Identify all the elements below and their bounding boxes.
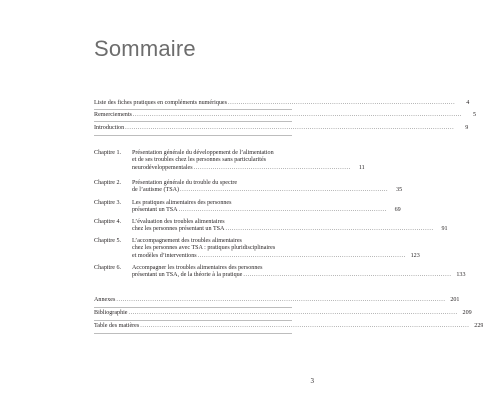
chapter-title-line: neurodéveloppementales [132, 164, 193, 171]
chapter-number: Chapitre 2. [94, 180, 122, 186]
toc-chapter [94, 219, 448, 235]
toc-entry [94, 296, 460, 305]
chapter-number: Chapitre 4. [94, 219, 122, 225]
chapter-title-line: Présentation générale du trouble du spectre [132, 180, 238, 186]
toc-entry-label: Remerciements [94, 112, 132, 118]
chapter-number: Chapitre 1. [94, 150, 122, 156]
leader-dots: .................................................................................................. [243, 272, 452, 279]
separator [94, 135, 292, 136]
chapter-title-line: Accompagner les troubles alimentaires des personnes [132, 265, 263, 271]
chapter-title-line: Les pratiques alimentaires des personnes [132, 200, 232, 206]
toc-entry [94, 322, 483, 331]
chapter-number: Chapitre 3. [94, 200, 122, 206]
leader-dots: ........................................................................................................................................................... [125, 125, 455, 131]
toc-front-matter [94, 124, 469, 133]
leader-dots: .................................................................................................. [225, 226, 434, 233]
toc-chapter [94, 238, 420, 262]
separator [94, 307, 292, 308]
leader-dots: .................................................................................................. [180, 187, 389, 194]
chapter-page: 69 [394, 207, 401, 214]
leader-dots: ........................................................................................................................................................... [132, 112, 463, 118]
toc-entry-label: Bibliographie [94, 310, 128, 316]
toc-front-matter [94, 99, 470, 108]
toc-chapter [94, 180, 403, 196]
chapter-page: 123 [410, 252, 420, 259]
chapter-title-line: chez les personnes présentant un TSA [132, 226, 225, 233]
chapter-title-line: L’évaluation des troubles alimentaires [132, 219, 225, 225]
toc-entry-page: 209 [462, 310, 472, 316]
toc-chapter [94, 150, 365, 174]
toc-entry-label: Liste des fiches pratiques en compléments numériques [94, 100, 228, 106]
page-number: 3 [310, 377, 314, 385]
separator [94, 333, 292, 334]
toc-entry-label: Table des matières [94, 323, 140, 329]
page-title: Sommaire [94, 36, 196, 61]
toc-chapter [94, 265, 466, 281]
toc-entry-label: Introduction [94, 125, 125, 131]
toc-entry [94, 309, 472, 318]
toc-entry [94, 111, 477, 120]
chapter-page: 35 [396, 187, 403, 194]
chapter-title-line: chez les personnes avec TSA : pratiques pluridisciplinaires [132, 245, 276, 252]
chapter-title-line: et modèles d’interventions [132, 252, 197, 259]
leader-dots: .................................................................................................. [197, 252, 406, 259]
toc-back-matter [94, 296, 460, 305]
toc-entry-page: 229 [474, 323, 483, 329]
chapter-title-line: présentant un TSA [132, 207, 178, 214]
leader-dots: .................................................................................................. [178, 207, 387, 214]
toc-front-matter [94, 111, 477, 120]
toc-entry-page: 201 [450, 297, 460, 303]
chapter-title-line: et de ses troubles chez les personnes sans particularités [132, 157, 267, 164]
separator [94, 121, 292, 122]
toc-chapter [94, 200, 401, 216]
chapter-title-line: de l’autisme (TSA) [132, 187, 180, 194]
toc-entry-page: 4 [466, 100, 470, 106]
separator [94, 109, 292, 110]
leader-dots: ........................................................................................................................................................... [116, 297, 446, 303]
chapter-title-line: présentant un TSA, de la théorie à la pratique [132, 272, 243, 279]
leader-dots: ........................................................................................................................................................... [128, 310, 458, 316]
chapter-number: Chapitre 5. [94, 238, 122, 244]
toc-back-matter [94, 309, 472, 318]
chapter-title-line: L’accompagnement des troubles alimentaires [132, 238, 242, 244]
leader-dots: ........................................................................................................... [228, 100, 456, 106]
toc-entry [94, 124, 469, 133]
toc-entry-page: 5 [473, 112, 477, 118]
toc-entry-page: 9 [465, 125, 469, 131]
leader-dots: .......................................................................... [193, 164, 351, 171]
chapter-number: Chapitre 6. [94, 265, 122, 271]
toc-entry-label: Annexes [94, 297, 116, 303]
toc-entry [94, 99, 470, 108]
chapter-page: 133 [456, 272, 466, 279]
leader-dots: ........................................................................................................................................................... [140, 323, 470, 329]
chapter-page: 91 [441, 226, 448, 233]
separator [94, 320, 292, 321]
toc-back-matter [94, 322, 483, 331]
chapter-title-line: Présentation générale du développement de l’alimentation [132, 150, 274, 156]
chapter-page: 11 [358, 164, 365, 171]
